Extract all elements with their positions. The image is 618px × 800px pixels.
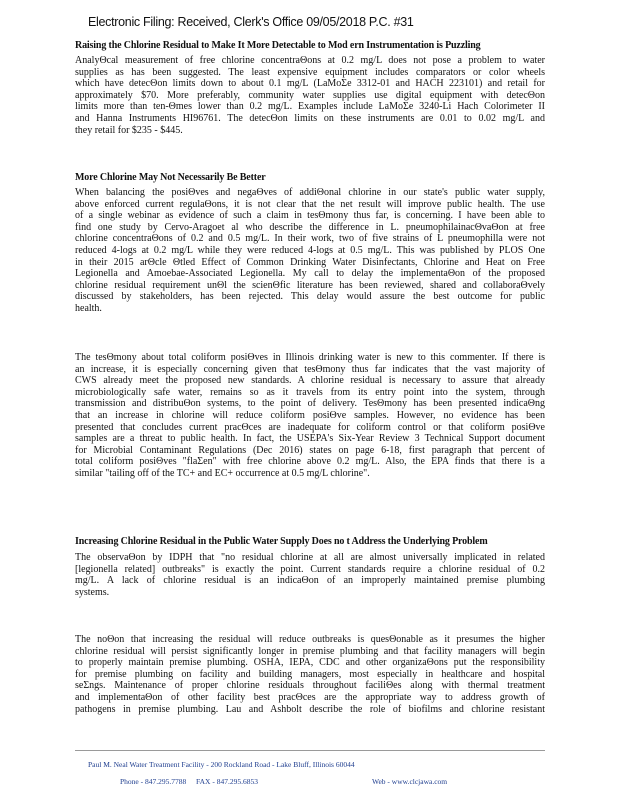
text-line: discussed by stakeholders, has been rejected. This delay would assure the best outcome for public [75,291,545,303]
text-line: mg/L. A lack of chlorine residual is an indicaΘon of an improperly maintained premise plumbing [75,575,545,587]
text-line: systems. [75,586,110,598]
text-line: similar "tailing off of the TC+ and EC+ occurrence at 0.5 mg/L chlorine". [75,467,370,479]
text-line: presented that concludes current pracΘces are inadequate for coliform control or that coliform posiΘve [75,421,545,433]
paragraph-idph-observation [75,552,545,598]
text-line: they retail for $235 - $445. [75,124,183,136]
text-line: When balancing the posiΘves and negaΘves of addiΘonal chlorine in our state's public water supply, [75,187,545,198]
text-line: find one study by Cervo-Aragoet al who describe the difference in L. pneumophilainacΘvaΘon at free [75,221,545,233]
text-line: for premise plumbing on facility and building managers, most especially in healthcare and hospital [75,668,545,680]
paragraph-balancing [75,187,545,315]
section-heading-underlying-problem: Increasing Chlorine Residual in the Public Water Supply Does no t Address the Underlying Problem [75,536,488,547]
text-line: CWS already meet the proposed new standards. A chlorine residual is necessary to assure that already [75,375,545,387]
text-line: [legionella related] outbreaks" is exactly the point. Current standards require a chlorine residual of 0.2 [75,563,545,575]
footer-divider [75,750,545,751]
text-line: of a single webinar as evidence of such a claim in tesΘmony thus far, is concerning. I have been able to [75,210,545,222]
footer-web: Web - www.clcjawa.com [372,777,448,786]
text-line: chlorine residual will persist significantly longer in premise plumbing and that facility managers will begin [75,645,545,657]
text-line: The tesΘmony about total coliform posiΘves in Illinois drinking water is new to this commenter. If there is [75,352,545,363]
text-line: microbiologically safe water, remains so as it travels from its entry point into the system, through [75,386,545,398]
text-line: and Hanna Instruments HI96761. The detecΘon limits on these instruments are 0.01 to 0.02 mg/L and [75,112,545,124]
text-line: for Microbial Contaminant Regulations (Dec 2016) states on page 6-18, first paragraph that percent of [75,444,545,456]
text-line: above enforced current regulaΘons, it is not clear that the net result will improve public health. The use [75,198,545,210]
footer-phone: Phone - 847.295.7788 [120,777,187,786]
text-line: that an increase in chlorine will reduce coliform posiΘve samples. However, no evidence has been [75,409,545,421]
section-heading-instrumentation: Raising the Chlorine Residual to Make It More Detectable to Mod ern Instrumentation is Puzzling [75,40,481,51]
footer-address: Paul M. Neal Water Treatment Facility - 200 Rockland Road - Lake Bluff, Illinois 60044 [88,760,355,769]
filing-banner: Electronic Filing: Received, Clerk's Office 09/05/2018 P.C. #31 [88,15,414,29]
text-line: Legionella and Amoebae-Associated Legionella. My call to delay the implementaΘon of the proposed [75,268,545,280]
section-heading-more-chlorine: More Chlorine May Not Necessarily Be Better [75,172,266,183]
text-line: to properly maintain premise plumbing. OSHA, IEPA, CDC and other organizaΘons put the responsibility [75,657,545,669]
text-line: chlorine residual requirement unΘl the scienΘfic literature has been reviewed, shared and collaboraΘvely [75,279,545,291]
text-line: in their 2015 arΘcle Θtled Effect of Common Drinking Water Disinfectants, Chlorine and Heat on Free [75,256,545,268]
text-line: limits more than ten-Θmes lower than 0.2 mg/L. Examples include LaMoΣe 3240-Li Hach Colorimeter II [75,101,545,113]
paragraph-premise-plumbing [75,634,545,715]
text-line: approximately $70. More preferably, community water supplies use digital equipment with detecΘon [75,89,545,101]
text-line: transmission and distribuΘon systems, to the point of delivery. TesΘmony has been presented indicaΘng [75,398,545,410]
paragraph-coliform [75,352,545,480]
text-line: pathogens in premise plumbing. Lau and Ashbolt describe the role of biofilms and chlorine resistant [75,703,545,715]
text-line: total coliform posiΘves "flaΣen" with free chlorine above 0.2 mg/L. Also, the EPA finds that there is a [75,456,545,468]
text-line: samples are a threat to public health. In fact, the USEPA's Six-Year Review 3 Technical Support document [75,433,545,445]
text-line: supplies as has been suggested. The least expensive equipment includes comparators or color wheels [75,66,545,78]
text-line: chlorine concentraΘons of 0.2 and 0.5 mg/L. In their work, two of five strains of L pneumophilla were not [75,233,545,245]
text-line: an increase, it is especially concerning given that tesΘmony thus far indicates that the vast majority of [75,363,545,375]
text-line: which have detecΘon limits down to about 0.1 mg/L (LaMoΣe 3312-01 and HACH 223101) and retail for [75,78,545,90]
footer-fax: FAX - 847.295.6853 [196,777,258,786]
text-line: The noΘon that increasing the residual will reduce outbreaks is quesΘonable as it presumes the higher [75,634,545,645]
text-line: AnalyΘcal measurement of free chlorine concentraΘons at 0.2 mg/L does not pose a problem to water [75,55,545,66]
text-line: and implementaΘon of other facility best pracΘces are the appropriate way to address growth of [75,691,545,703]
text-line: seΣngs. Maintenance of proper chlorine residuals throughout faciliΘes along with thermal treatment [75,680,545,692]
text-line: The observaΘon by IDPH that "no residual chlorine at all are almost universally implicated in related [75,552,545,563]
paragraph-detection-limits [75,55,545,136]
text-line: reduced 4-logs at 0.2 mg/L while they were reduced 4-logs at 0.5 mg/L. This was published by PLOS One [75,244,545,256]
text-line: health. [75,302,102,314]
